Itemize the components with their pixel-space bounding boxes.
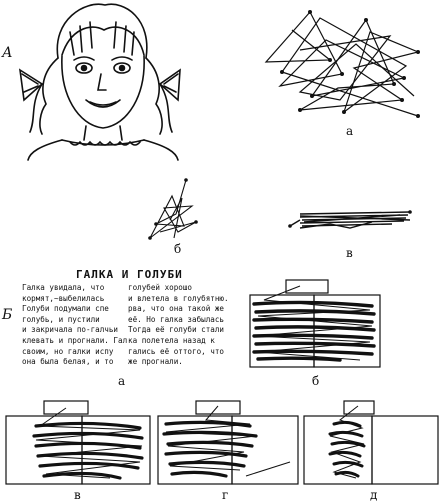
story-column-left: Галка увидала, что кормят,~выбелилась Голуби подумали спе голубь, и пустили и закричала по-галчьи клевать и прогнали. Гал своим, но галки испу она была белая, и то <box>22 283 128 367</box>
panel-label-bottom-d: д <box>370 488 378 502</box>
panel-label-bottom-v: в <box>74 488 81 502</box>
section-label-b: Б <box>2 307 13 323</box>
panel-label-bottom-b: б <box>312 374 320 388</box>
panel-label-top-b: б <box>174 242 182 256</box>
story-column-right: голубей хорошо и влетела в голубятню. рва, что она такой же её. Но галка забылась Тогда её голуби стали ка полетела назад к гались её оттого, что же прогнали. <box>128 283 229 367</box>
section-label-a: А <box>2 45 13 61</box>
panel-label-top-v: в <box>346 246 353 260</box>
panel-label-top-a: а <box>346 124 354 138</box>
story-title: ГАЛКА И ГОЛУБИ <box>76 268 183 281</box>
panel-label-bottom-a: а <box>118 374 126 388</box>
panel-label-bottom-g: г <box>222 488 229 502</box>
